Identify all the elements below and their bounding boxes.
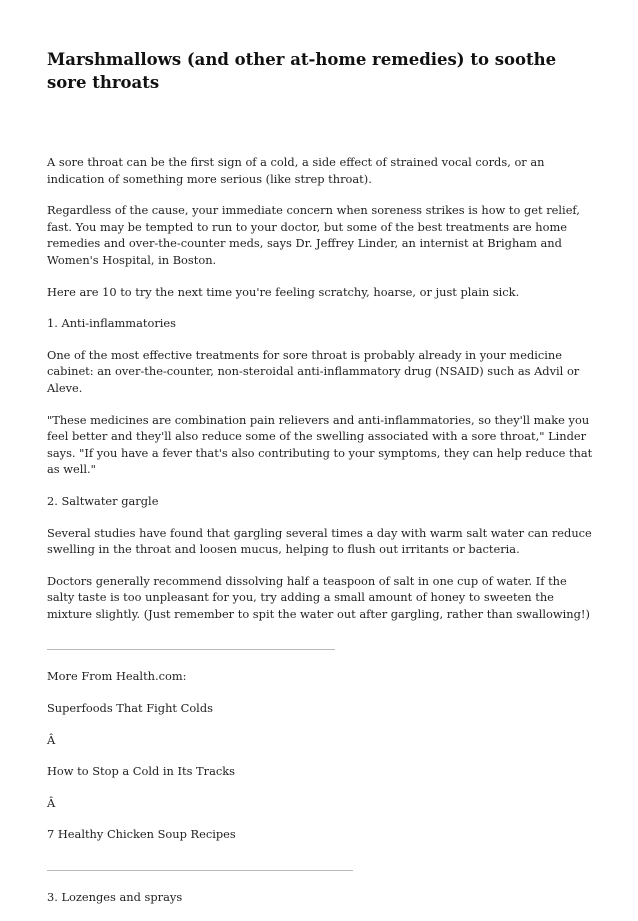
related-link-superfoods[interactable]: Superfoods That Fight Colds — [47, 701, 213, 716]
stray-character: Â — [47, 795, 56, 810]
article-body — [47, 154, 595, 921]
related-link-chicken-soup[interactable]: 7 Healthy Chicken Soup Recipes — [47, 827, 236, 842]
gargle-instructions-paragraph: Doctors generally recommend dissolving half a teaspoon of salt in one cup of water. If the salty taste is too unpleasant for you, try adding a small amount of honey to sweeten the mixture slightly. (Just remember to spit the water out after gargling, rather than swallowing!) — [47, 573, 590, 621]
related-link-stop-cold[interactable]: How to Stop a Cold in Its Tracks — [47, 764, 236, 779]
gargle-studies-paragraph: Several studies have found that gargling several times a day with warm salt water can reduce swelling in the throat and loosen mucus, helping to flush out irritants or bacteria. — [47, 525, 592, 557]
section-heading-saltwater-gargle: 2. Saltwater gargle — [47, 493, 159, 508]
separator-line: ________________________________________________________________ — [47, 640, 335, 651]
stray-character: Â — [47, 732, 56, 747]
cause-paragraph: Regardless of the cause, your immediate concern when soreness strikes is how to get relief, fast. You may be tempted to run to your doctor, but some of the best treatments are home remedies and over-the-counter meds, says Dr. Jeffrey Linder, an internist at Brigham and Women's Hospital, in Boston. — [47, 203, 580, 267]
linder-quote-paragraph: "These medicines are combination pain relievers and anti-inflammatories, so they'll make you feel better and they'll also reduce some of the swelling associated with a sore throat," Linder says. "If you have a fever that's also contributing to your symptoms, they can help reduce that as well." — [47, 412, 593, 477]
article-title: Marshmallows (and other at-home remedies) to soothe sore throats — [47, 50, 557, 92]
more-from-heading: More From Health.com: — [47, 669, 187, 684]
separator-line: ____________________________________________________________________ — [47, 861, 353, 872]
nsaid-paragraph: One of the most effective treatments for sore throat is probably already in your medicine cabinet: an over-the-counter, non-steroidal anti-inflammatory drug (NSAID) such as Advil or Aleve. — [47, 347, 580, 395]
document-page — [47, 48, 595, 94]
section-heading-lozenges: 3. Lozenges and sprays — [47, 890, 183, 905]
intro-paragraph: A sore throat can be the first sign of a cold, a side effect of strained vocal cords, or an indication of something more serious (like strep throat). — [47, 155, 545, 186]
list-intro-paragraph: Here are 10 to try the next time you're feeling scratchy, hoarse, or just plain sick. — [47, 284, 520, 299]
section-heading-anti-inflammatories: 1. Anti-inflammatories — [47, 316, 176, 331]
